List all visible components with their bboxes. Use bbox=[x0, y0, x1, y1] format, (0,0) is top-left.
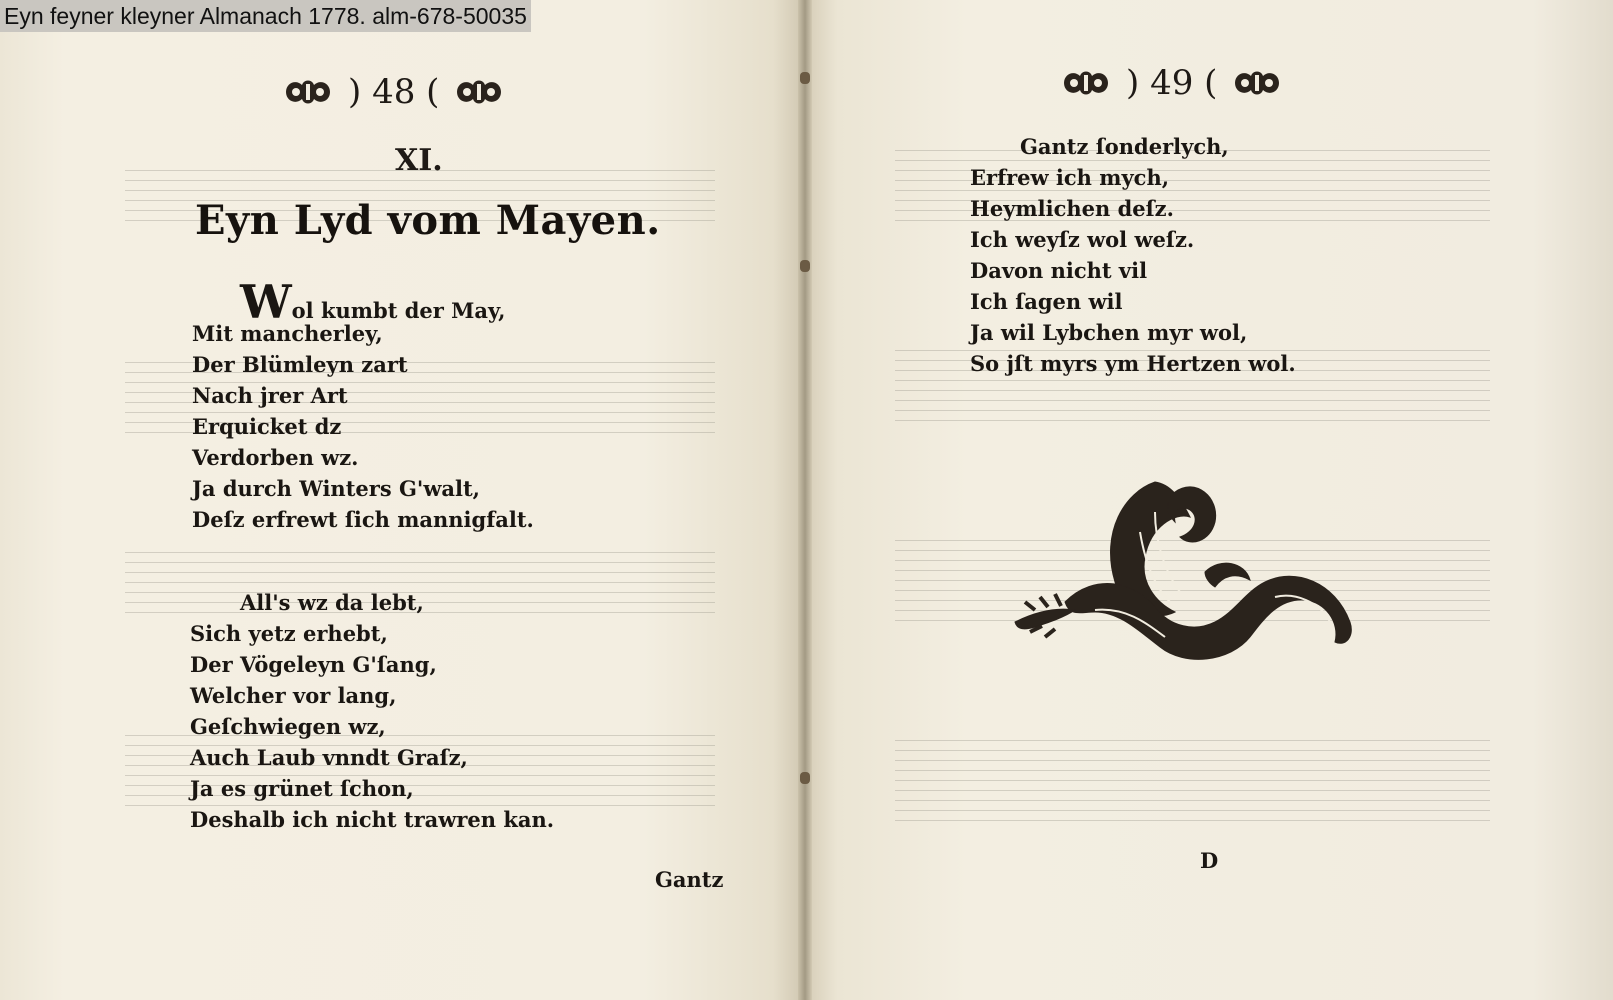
drop-cap: W bbox=[240, 275, 292, 329]
fleuron-ornament-icon bbox=[1231, 66, 1283, 100]
verse-line: Der Vögeleyn G'ſang, bbox=[190, 652, 437, 677]
verse-line: Geſchwiegen wz, bbox=[190, 714, 386, 739]
verse-line: Deſz erfrewt ſich mannigfalt. bbox=[192, 507, 534, 532]
page-header bbox=[282, 72, 505, 112]
page-header bbox=[1060, 63, 1283, 103]
fleuron-ornament-icon bbox=[1060, 66, 1112, 100]
verse-line: Ja wil Lybchen myr wol, bbox=[970, 320, 1248, 345]
verse-line: Ich ſagen wil bbox=[970, 289, 1123, 314]
page-number: ) 48 ( bbox=[348, 72, 440, 112]
binding-thread bbox=[800, 772, 810, 784]
verse-line: Auch Laub vnndt Graſz, bbox=[190, 745, 468, 770]
verse-line: Heymlichen deſz. bbox=[970, 196, 1174, 221]
stanza-2 bbox=[190, 587, 554, 835]
catchword: Gantz bbox=[655, 867, 724, 892]
verse-line: Sich yetz erhebt, bbox=[190, 621, 388, 646]
image-caption: Eyn feyner kleyner Almanach 1778. alm-678-50035 bbox=[0, 0, 531, 32]
show-through-staff bbox=[895, 740, 1490, 821]
verse-line: Der Blümleyn zart bbox=[192, 352, 408, 377]
verse-line: Ich weyſz wol weſz. bbox=[970, 227, 1195, 252]
verse-line: Gantz ſonderlych, bbox=[1020, 134, 1229, 159]
binding-thread bbox=[800, 260, 810, 272]
stanza-1 bbox=[192, 275, 534, 535]
verse-line: Davon nicht vil bbox=[970, 258, 1148, 283]
fleuron-ornament-icon bbox=[282, 75, 334, 109]
verse-line: Welcher vor lang, bbox=[190, 683, 397, 708]
book-gutter bbox=[798, 0, 812, 1000]
verse-line: ol kumbt der May, bbox=[291, 298, 506, 323]
verse-line: Erfrew ich mych, bbox=[970, 165, 1170, 190]
verse-line: All's wz da lebt, bbox=[240, 590, 424, 615]
verse-line: Deshalb ich nicht trawren kan. bbox=[190, 807, 555, 832]
stanza-3 bbox=[970, 131, 1296, 379]
verse-line: Nach jrer Art bbox=[192, 383, 348, 408]
verse-line: Verdorben wz. bbox=[192, 445, 359, 470]
verse-line: Ja es grünet ſchon, bbox=[190, 776, 414, 801]
binding-thread bbox=[800, 72, 810, 84]
verse-line: Mit mancherley, bbox=[192, 321, 383, 346]
signature-mark: D bbox=[1200, 848, 1219, 873]
song-title: Eyn Lyd vom Mayen. bbox=[195, 197, 661, 244]
verse-line: Ja durch Winters G'walt, bbox=[192, 476, 480, 501]
fleuron-ornament-icon bbox=[453, 75, 505, 109]
verse-line: Erquicket dz bbox=[192, 414, 342, 439]
left-page bbox=[0, 0, 805, 1000]
page-number: ) 49 ( bbox=[1126, 63, 1218, 103]
verse-line: So jſt myrs ym Hertzen wol. bbox=[970, 351, 1296, 376]
rococo-vignette-icon bbox=[1005, 472, 1380, 672]
section-number: XI. bbox=[395, 143, 443, 178]
